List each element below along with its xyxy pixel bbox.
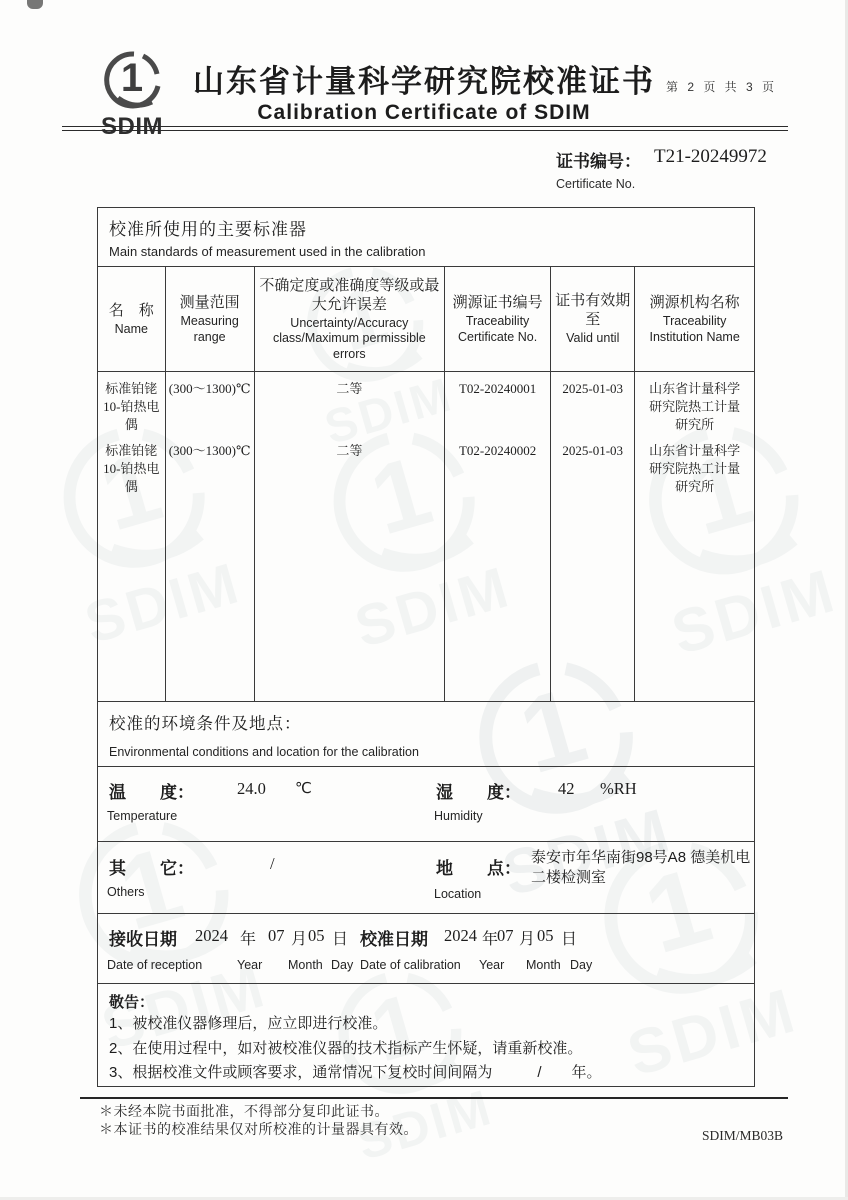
notice-item-2: 2、在使用过程中，如对被校准仪器的技术指标产生怀疑，请重新校准。: [109, 1039, 583, 1057]
calibration-month-en: Month: [526, 958, 561, 972]
cell-name: 标准铂铑10-铂热电偶: [98, 372, 165, 435]
scan-smudge: [27, 0, 43, 9]
environment-title-cn: 校准的环境条件及地点：: [109, 715, 302, 733]
svg-text:1: 1: [120, 56, 144, 100]
environment-title-en: Environmental conditions and location for the calibration: [109, 745, 419, 759]
calibration-year-cn: 年: [482, 931, 499, 948]
calibration-date-label-en: Date of calibration: [360, 958, 461, 972]
others-location-row: [98, 841, 754, 913]
cell-cert-no: T02-20240002: [445, 434, 551, 496]
reception-month-cn: 月: [291, 931, 308, 948]
standards-section-title: [98, 208, 754, 266]
standards-title-cn: 校准所使用的主要标准器: [109, 220, 307, 239]
cell-range: (300～1300)℃: [165, 372, 254, 435]
col-traceability-cert: 溯源证书编号 Traceability Certificate No.: [445, 267, 551, 372]
cell-valid-until: 2025-01-03: [551, 434, 635, 496]
reception-day-value: 05: [308, 926, 325, 945]
notice-item-3: 3、根据校准文件或顾客要求，通常情况下复校时间间隔为 / 年。: [109, 1064, 602, 1081]
col-name: 名 称 Name: [98, 267, 165, 372]
humidity-label-cn: 湿 度：: [436, 783, 521, 802]
page-title-cn: 山东省计量科学研究院校准证书: [193, 64, 655, 99]
reception-month-value: 07: [268, 926, 285, 945]
calibration-month-cn: 月: [519, 931, 536, 948]
location-label-en: Location: [434, 887, 482, 901]
temperature-label-en: Temperature: [107, 809, 178, 823]
reception-date-label-cn: 接收日期: [109, 930, 177, 949]
form-code: SDIM/MB03B: [702, 1128, 784, 1143]
reception-day-en: Day: [331, 958, 354, 972]
notice-item-1: 1、被校准仪器修理后，应立即进行校准。: [109, 1015, 388, 1032]
cell-uncertainty: 二等: [254, 372, 444, 435]
cell-cert-no: T02-20240001: [445, 372, 551, 435]
calibration-day-en: Day: [570, 958, 593, 972]
reception-year-cn: 年: [240, 931, 257, 948]
calibration-day-value: 05: [537, 926, 554, 945]
cell-valid-until: 2025-01-03: [551, 372, 635, 435]
calibration-date-label-cn: 校准日期: [360, 930, 428, 949]
notice-section: [98, 983, 754, 1087]
temperature-humidity-row: [98, 766, 754, 841]
temperature-label-cn: 温 度：: [109, 783, 194, 802]
humidity-label-en: Humidity: [434, 809, 483, 823]
cell-uncertainty: 二等: [254, 434, 444, 496]
cell-name: 标准铂铑10-铂热电偶: [98, 434, 165, 496]
footnote-2: ＊本证书的校准结果仅对所校准的计量器具有效。: [99, 1123, 418, 1138]
temperature-unit: ℃: [295, 780, 312, 797]
certificate-body: [97, 207, 755, 1087]
page-number: 第 2 页 共 3 页: [666, 80, 778, 94]
temperature-value: 24.0: [237, 779, 266, 798]
others-label-cn: 其 它：: [109, 859, 194, 878]
location-label-cn: 地 点：: [436, 859, 521, 878]
page-title-en: Calibration Certificate of SDIM: [257, 101, 591, 124]
reception-date-label-en: Date of reception: [107, 958, 203, 972]
calibration-year-value: 2024: [444, 926, 477, 945]
standards-title-en: Main standards of measurement used in the calibration: [109, 244, 426, 259]
others-label-en: Others: [107, 885, 145, 899]
standard-row-2: [98, 434, 754, 496]
cell-institution: 山东省计量科学研究院热工计量研究所: [649, 381, 741, 432]
calibration-year-en: Year: [479, 958, 505, 972]
col-institution: 溯源机构名称 Traceability Institution Name: [635, 267, 754, 372]
others-value: /: [270, 854, 275, 873]
standard-row-1: [98, 372, 754, 435]
col-valid-until: 证书有效期至 Valid until: [551, 267, 635, 372]
calibration-month-value: 07: [497, 926, 514, 945]
header-divider: [62, 126, 788, 131]
humidity-value: 42: [558, 779, 575, 798]
col-range: 测量范围 Measuring range: [165, 267, 254, 372]
standards-table: [98, 267, 754, 701]
standards-table-wrap: [98, 266, 754, 701]
cell-range: (300～1300)℃: [165, 434, 254, 496]
reception-year-en: Year: [237, 958, 263, 972]
dates-row: [98, 913, 754, 983]
notice-title: 敬告：: [109, 994, 155, 1011]
standards-header-row: [98, 267, 754, 372]
calibration-day-cn: 日: [561, 931, 578, 948]
certificate-no-label-cn: 证书编号：: [556, 152, 641, 171]
cell-institution: 山东省计量科学研究院热工计量研究所: [649, 443, 741, 494]
logo-text: SDIM: [101, 113, 163, 140]
footnote-1: ＊未经本院书面批准，不得部分复印此证书。: [99, 1105, 389, 1120]
footer-divider: [80, 1097, 788, 1099]
reception-year-value: 2024: [195, 926, 228, 945]
table-filler-row: [98, 496, 754, 701]
reception-month-en: Month: [288, 958, 323, 972]
location-value: 泰安市年华南街98号A8 德美机电二楼检测室: [531, 849, 751, 886]
environment-section-title: [98, 701, 754, 766]
humidity-unit: %RH: [600, 779, 637, 798]
reception-day-cn: 日: [332, 931, 349, 948]
certificate-number: T21-20249972: [654, 146, 767, 167]
col-uncertainty: 不确定度或准确度等级或最大允许误差 Uncertainty/Accuracy class/Maximum permissible errors: [254, 267, 444, 372]
certificate-no-label-en: Certificate No.: [556, 177, 636, 191]
